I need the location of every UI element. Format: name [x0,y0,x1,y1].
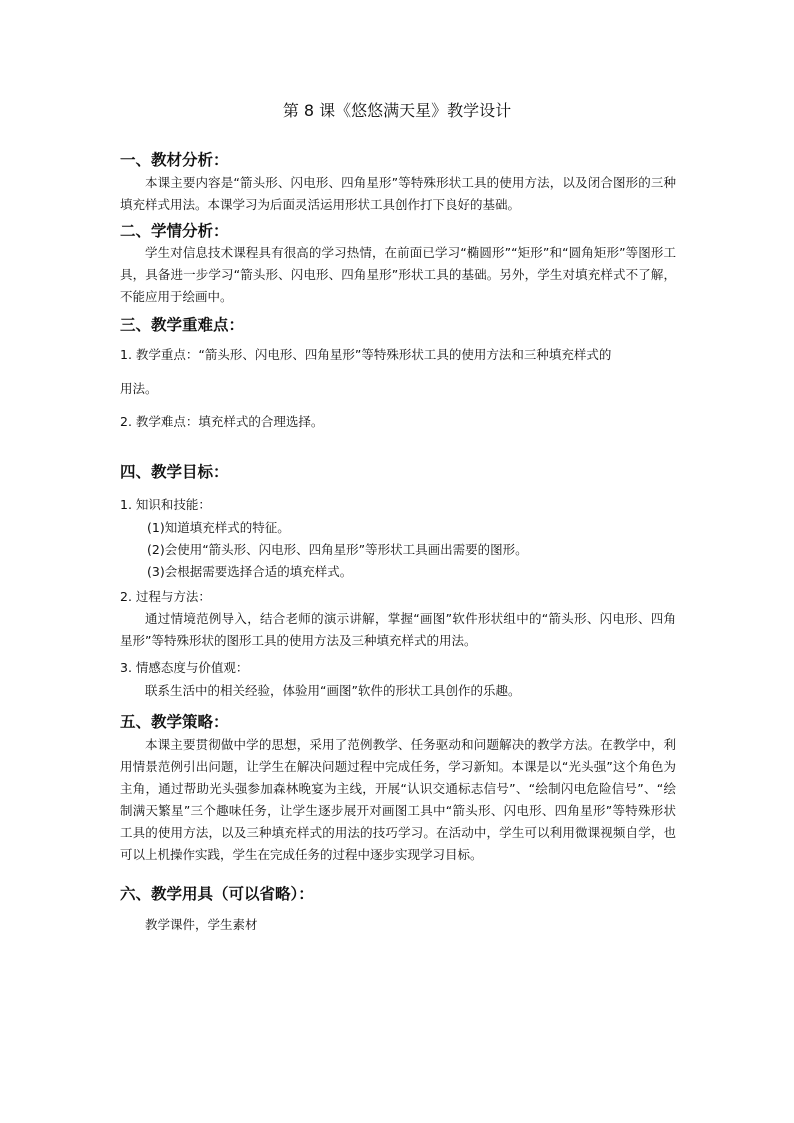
objective-group-2: 2. 过程与方法： [120,589,211,604]
objective-group-1: 1. 知识和技能： [120,497,211,512]
objective-group-3-body: 联系生活中的相关经验，体验用“画图”软件的形状工具创作的乐趣。 [145,683,521,698]
section-heading-materials: 一、教材分析： [120,151,229,169]
objective-item: (1)知道填充样式的特征。 [147,520,290,535]
section-body-strategy: 本课主要贯彻做中学的思想，采用了范例教学、任务驱动和问题解决的教学方法。在教学中，利用情景范例引出问题，让学生在解决问题过程中完成任务，学习新知。本课是以“光头强”这个角色为主角，通过帮助光头强参加森林晚宴为主线，开展“认识交通标志信号”、“绘制闪电危险信号”、“绘制满天繁星”三个趣味任务，让学生逐步展开对画图工具中“箭头形、闪电形、四角星形”等特殊形状工具的使用方法，以及三种填充样式的用法的技巧学习。在活动中，学生可以利用微课视频自学，也可以上机操作实践，学生在完成任务的过程中逐步实现学习目标。 [120,737,676,862]
section-body-students: 学生对信息技术课程具有很高的学习热情，在前面已学习“椭圆形”“矩形”和“圆角矩形”等图形工具，具备进一步学习“箭头形、闪电形、四角星形”形状工具的基础。另外，学生对填充样式不了解，不能应用于绘画中。 [120,245,676,304]
section-heading-strategy: 五、教学策略： [120,713,229,731]
objective-item: (2)会使用“箭头形、闪电形、四角星形”等形状工具画出需要的图形。 [147,542,528,557]
document-title: 第 8 课《悠悠满天星》教学设计 [282,101,512,120]
section-heading-key-points: 三、教学重难点： [120,316,245,334]
key-point-item-2: 2. 教学难点：填充样式的合理选择。 [120,414,324,429]
section-body-tools: 教学课件，学生素材 [145,917,258,932]
objective-item: (3)会根据需要选择合适的填充样式。 [147,564,353,579]
objective-group-2-body: 通过情境范例导入，结合老师的演示讲解，掌握“画图”软件形状组中的“箭头形、闪电形、四角星形”等特殊形状的图形工具的使用方法及三种填充样式的用法。 [120,611,676,648]
key-point-item-1: 1. 教学重点：“箭头形、闪电形、四角星形”等特殊形状工具的使用方法和三种填充样式的 [120,347,612,362]
section-body-materials: 本课主要内容是“箭头形、闪电形、四角星形”等特殊形状工具的使用方法，以及闭合图形的三种填充样式用法。本课学习为后面灵活运用形状工具创作打下良好的基础。 [120,175,676,212]
key-point-item-1-continued: 用法。 [120,381,158,396]
section-heading-objectives: 四、教学目标： [120,463,229,481]
section-heading-students: 二、学情分析： [120,222,229,240]
section-heading-tools: 六、教学用具（可以省略）： [120,885,314,903]
objective-group-3: 3. 情感态度与价值观： [120,660,249,675]
